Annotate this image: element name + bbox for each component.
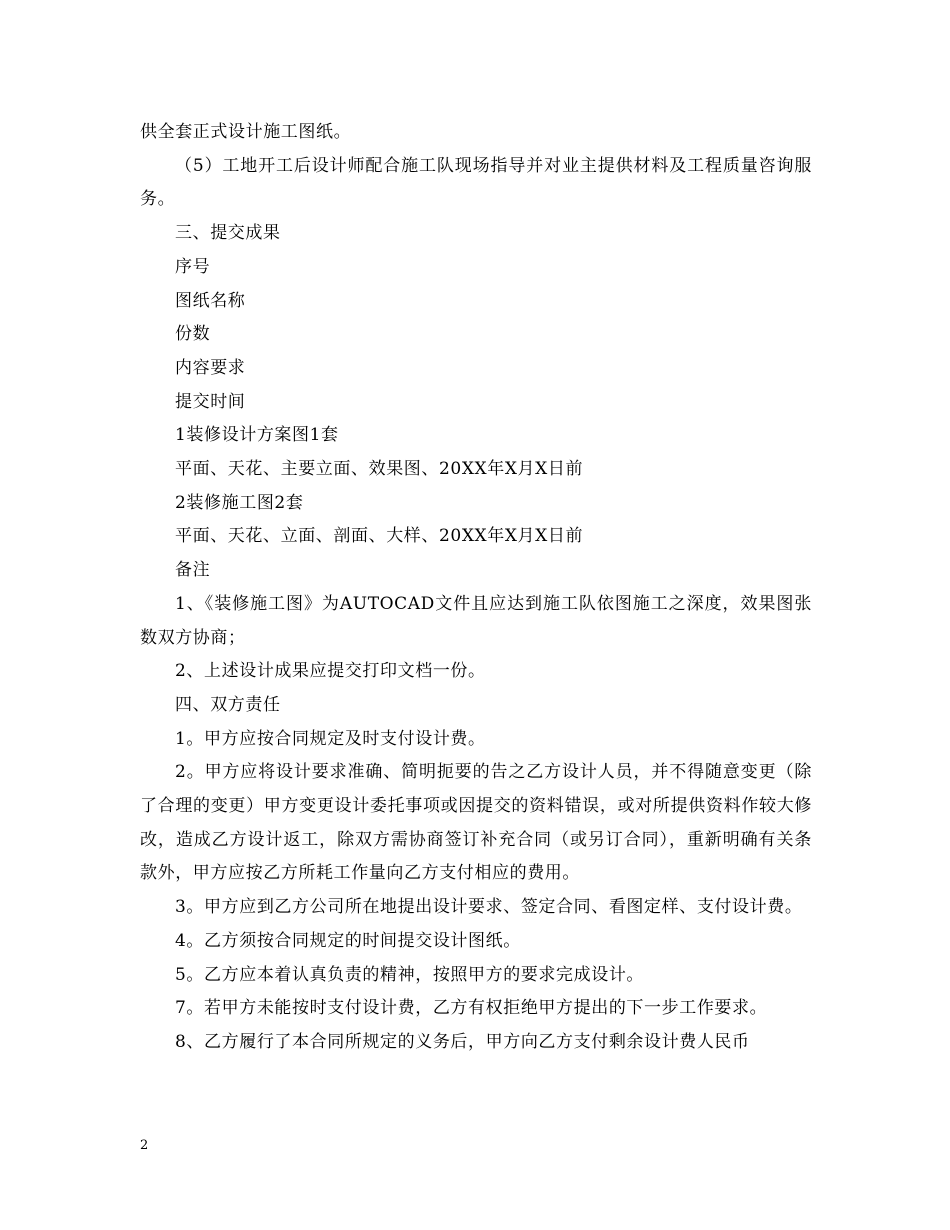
table-header-cell: 内容要求: [175, 357, 246, 378]
section-heading: 三、提交成果: [175, 223, 281, 244]
table-header-cell: 份数: [175, 324, 211, 345]
table-cell: 备注: [175, 560, 211, 581]
table-header-cell: 提交时间: [175, 391, 246, 412]
paragraph: 3。甲方应到乙方公司所在地提出设计要求、签定合同、看图定样、支付设计费。: [175, 897, 803, 918]
paragraph: 供全套正式设计施工图纸。: [140, 122, 352, 142]
paragraph: 7。若甲方未能按时支付设计费，乙方有权拒绝甲方提出的下一步工作要求。: [175, 998, 768, 1019]
paragraph: （5）工地开工后设计师配合施工队现场指导并对业主提供材料及工程质量咨询服务。: [140, 155, 812, 210]
table-header-cell: 图纸名称: [175, 290, 246, 311]
page-number: 2: [140, 1138, 149, 1153]
paragraph: 2。甲方应将设计要求准确、简明扼要的告之乙方设计人员，并不得随意变更（除了合理的变更）甲方变更设计委托事项或因提交的资料错误，或对所提供资料作较大修改，造成乙方设计返工，除双方需协商签订补充合同（或另订合同），重新明确有关条款外，甲方应按乙方所耗工作量向乙方支付相应的费用。: [140, 762, 812, 884]
table-cell: 平面、天花、立面、剖面、大样、20XX年X月X日前: [175, 526, 584, 547]
document-body: [140, 116, 812, 1060]
paragraph: 1、《装修施工图》为AUTOCAD文件且应达到施工队依图施工之深度，效果图张数双方协商；: [140, 593, 812, 648]
paragraph: 2、上述设计成果应提交打印文档一份。: [175, 661, 486, 682]
paragraph: 1。甲方应按合同规定及时支付设计费。: [175, 728, 486, 749]
table-cell: 平面、天花、主要立面、效果图、20XX年X月X日前: [175, 459, 584, 480]
table-header-cell: 序号: [175, 256, 211, 277]
paragraph: 8、乙方履行了本合同所规定的义务后，甲方向乙方支付剩余设计费人民币: [175, 1031, 750, 1052]
table-cell: 2装修施工图2套: [175, 492, 304, 513]
paragraph: 4。乙方须按合同规定的时间提交设计图纸。: [175, 930, 521, 951]
section-heading: 四、双方责任: [175, 694, 281, 715]
paragraph: 5。乙方应本着认真负责的精神，按照甲方的要求完成设计。: [175, 964, 645, 985]
table-cell: 1装修设计方案图1套: [175, 425, 339, 446]
